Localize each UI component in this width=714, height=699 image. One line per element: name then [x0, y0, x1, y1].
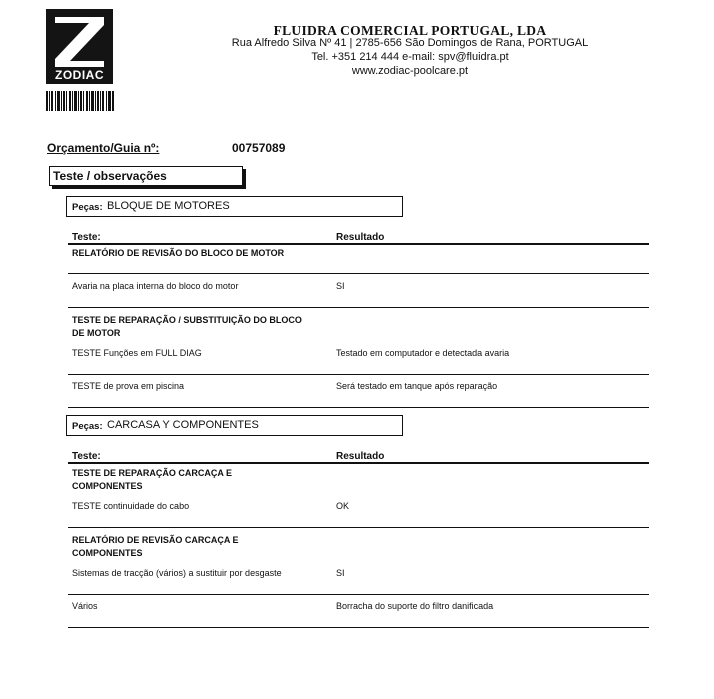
- table-row-result: OK: [336, 501, 350, 511]
- parts-label: Peças:: [72, 202, 103, 213]
- parts-box-housing: [66, 415, 403, 436]
- row-divider: [68, 527, 649, 528]
- section-title: Teste / observações: [53, 169, 167, 183]
- row-divider: [68, 273, 649, 274]
- company-address: Rua Alfredo Silva Nº 41 | 2785-656 São Domingos de Rana, PORTUGAL: [231, 37, 589, 49]
- row-divider: [68, 374, 649, 375]
- table-row-test: TESTE de prova em piscina: [72, 381, 185, 391]
- table-row-test: Avaria na placa interna do bloco do motor: [72, 281, 239, 291]
- parts-value: BLOQUE DE MOTORES: [107, 200, 230, 212]
- row-divider: [68, 627, 649, 628]
- logo-wordmark: ZODIAC: [55, 68, 104, 82]
- table-row-result: Será testado em tanque após reparação: [336, 381, 498, 391]
- table-row-result: Testado em computador e detectada avaria: [336, 348, 510, 358]
- table-row-result: Borracha do suporte do filtro danificada: [336, 601, 494, 611]
- parts-box-motors: [66, 196, 403, 217]
- table-row-result: SI: [336, 568, 345, 578]
- group-title: TESTE DE REPARAÇÃO / SUBSTITUIÇÃO DO BLOCO DE MOTOR: [72, 315, 302, 338]
- column-header-result: Resultado: [336, 232, 385, 243]
- row-divider: [68, 307, 649, 308]
- parts-label: Peças:: [72, 421, 103, 432]
- column-header-test: Teste:: [72, 232, 101, 243]
- table-row-test: TESTE Funções em FULL DIAG: [72, 348, 202, 358]
- budget-number-label: Orçamento/Guia nº:: [47, 141, 160, 155]
- group-title: RELATÓRIO DE REVISÃO DO BLOCO DE MOTOR: [72, 248, 285, 258]
- table-row-test: Sistemas de tracção (vários) a sustituir por desgaste: [72, 568, 282, 578]
- parts-value: CARCASA Y COMPONENTES: [107, 419, 259, 431]
- company-website: www.zodiac-poolcare.pt: [351, 65, 469, 77]
- group-title: TESTE DE REPARAÇÃO CARCAÇA E COMPONENTES: [72, 468, 233, 491]
- table-row-result: SI: [336, 281, 345, 291]
- section-title-box: [49, 166, 243, 186]
- company-contact: Tel. +351 214 444 e-mail: spv@fluidra.pt: [311, 51, 509, 63]
- row-divider: [68, 594, 649, 595]
- zodiac-logo: [46, 9, 113, 84]
- barcode-icon: [46, 91, 114, 111]
- group-title: RELATÓRIO DE REVISÃO CARCAÇA E COMPONENTES: [72, 535, 239, 558]
- company-name: FLUIDRA COMERCIAL PORTUGAL, LDA: [273, 23, 547, 38]
- budget-number: 00757089: [232, 141, 286, 155]
- header-divider: [68, 462, 649, 464]
- header-divider: [68, 243, 649, 245]
- table-row-test: TESTE continuidade do cabo: [72, 501, 190, 511]
- row-divider: [68, 407, 649, 408]
- column-header-result: Resultado: [336, 451, 385, 462]
- column-header-test: Teste:: [72, 451, 101, 462]
- table-row-test: Vários: [72, 601, 98, 611]
